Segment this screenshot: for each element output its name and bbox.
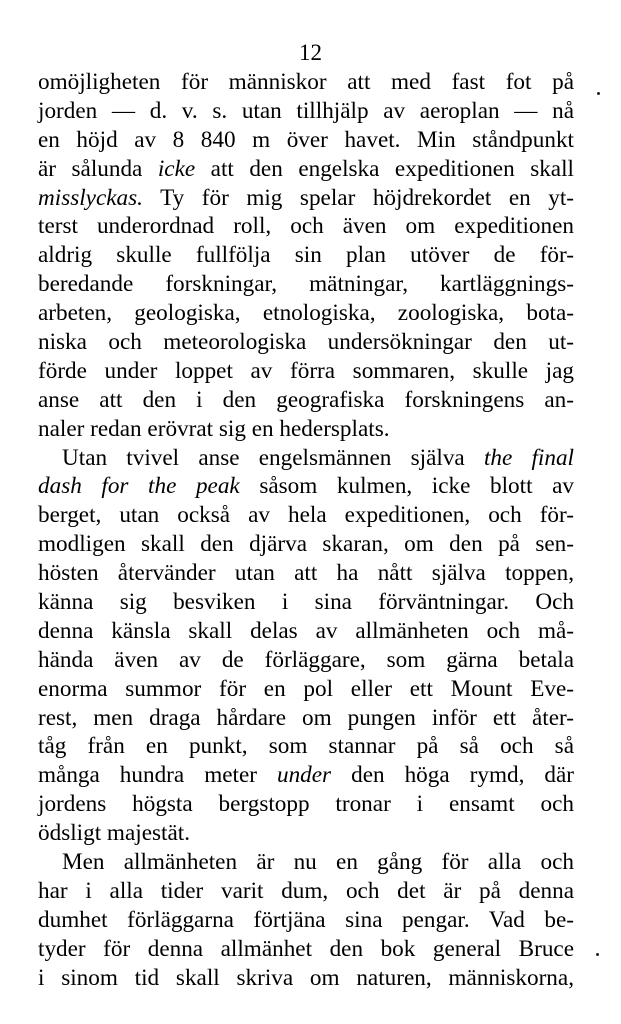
text-line: modligen skall den djärva skaran, om den på sen- — [38, 531, 574, 558]
italic-text: the final — [483, 444, 575, 471]
text-line: aldrig skulle fullfölja sin plan utöver de för- — [38, 242, 574, 269]
italic-text: under — [276, 762, 332, 789]
text-line: förde under loppet av förra sommaren, skulle jag — [38, 357, 574, 384]
text-line: har i alla tider varit dum, och det är på denna — [38, 877, 574, 904]
text-line: anse att den i den geografiska forskningens an- — [38, 386, 574, 413]
body-text — [38, 68, 574, 993]
text-line: jorden — d. v. s. utan tillhjälp av aeroplan — nå — [38, 97, 574, 124]
text-line: tåg från en punkt, som stannar på så och så — [38, 733, 574, 760]
text-line: arbeten, geologiska, etnologiska, zoologiska, bota- — [38, 300, 574, 327]
text-line: hösten återvänder utan att ha nått själva toppen, — [38, 560, 574, 587]
text-line: hända även av de förläggare, som gärna betala — [38, 646, 574, 673]
text-line: beredande forskningar, mätningar, kartläggnings- — [38, 271, 574, 298]
print-speck — [597, 92, 600, 95]
text-line: dumhet förläggarna förtjäna sina pengar. Vad be- — [38, 906, 574, 933]
text-line: omöjligheten för människor att med fast fot på — [38, 69, 574, 95]
text-line: ödsligt majestät. — [38, 820, 190, 847]
text-line: denna känsla skall delas av allmänheten och må- — [38, 617, 574, 644]
text-line: en höjd av 8 840 m över havet. Min ståndpunkt — [38, 126, 574, 153]
text-line: dash for the peak såsom kulmen, icke blott av — [38, 473, 574, 500]
text-line: Utan tvivel anse engelsmännen själva the final — [62, 444, 575, 471]
text-line: tyder för denna allmänhet den bok general Bruce — [38, 935, 574, 962]
text-line: niska och meteorologiska undersökningar den ut- — [38, 329, 574, 356]
text-line: terst underordnad roll, och även om expeditionen — [38, 213, 574, 240]
text-line: berget, utan också av hela expeditionen, och för- — [38, 502, 574, 529]
text-line: många hundra meter under den höga rymd, där — [38, 762, 574, 789]
text-line: är sålunda icke att den engelska expeditionen skall — [38, 155, 574, 182]
page-number: 12 — [299, 40, 322, 65]
text-line: enorma summor för en pol eller ett Mount Eve- — [38, 675, 574, 702]
print-speck — [596, 953, 599, 956]
italic-text: dash for the peak — [38, 473, 240, 500]
text-line: känna sig besviken i sina förväntningar. Och — [38, 589, 574, 616]
text-line: jordens högsta bergstopp tronar i ensamt och — [38, 791, 574, 818]
text-line: misslyckas. Ty för mig spelar höjdrekordet en yt- — [38, 184, 574, 211]
text-line: rest, men draga hårdare om pungen inför ett åter- — [38, 704, 574, 731]
text-line: naler redan erövrat sig en hedersplats. — [38, 415, 390, 442]
italic-text: icke — [157, 155, 196, 182]
text-line: i sinom tid skall skriva om naturen, människorna, — [38, 964, 574, 991]
text-line: Men allmänheten är nu en gång för alla och — [62, 849, 574, 876]
italic-text: misslyckas. — [38, 184, 143, 211]
